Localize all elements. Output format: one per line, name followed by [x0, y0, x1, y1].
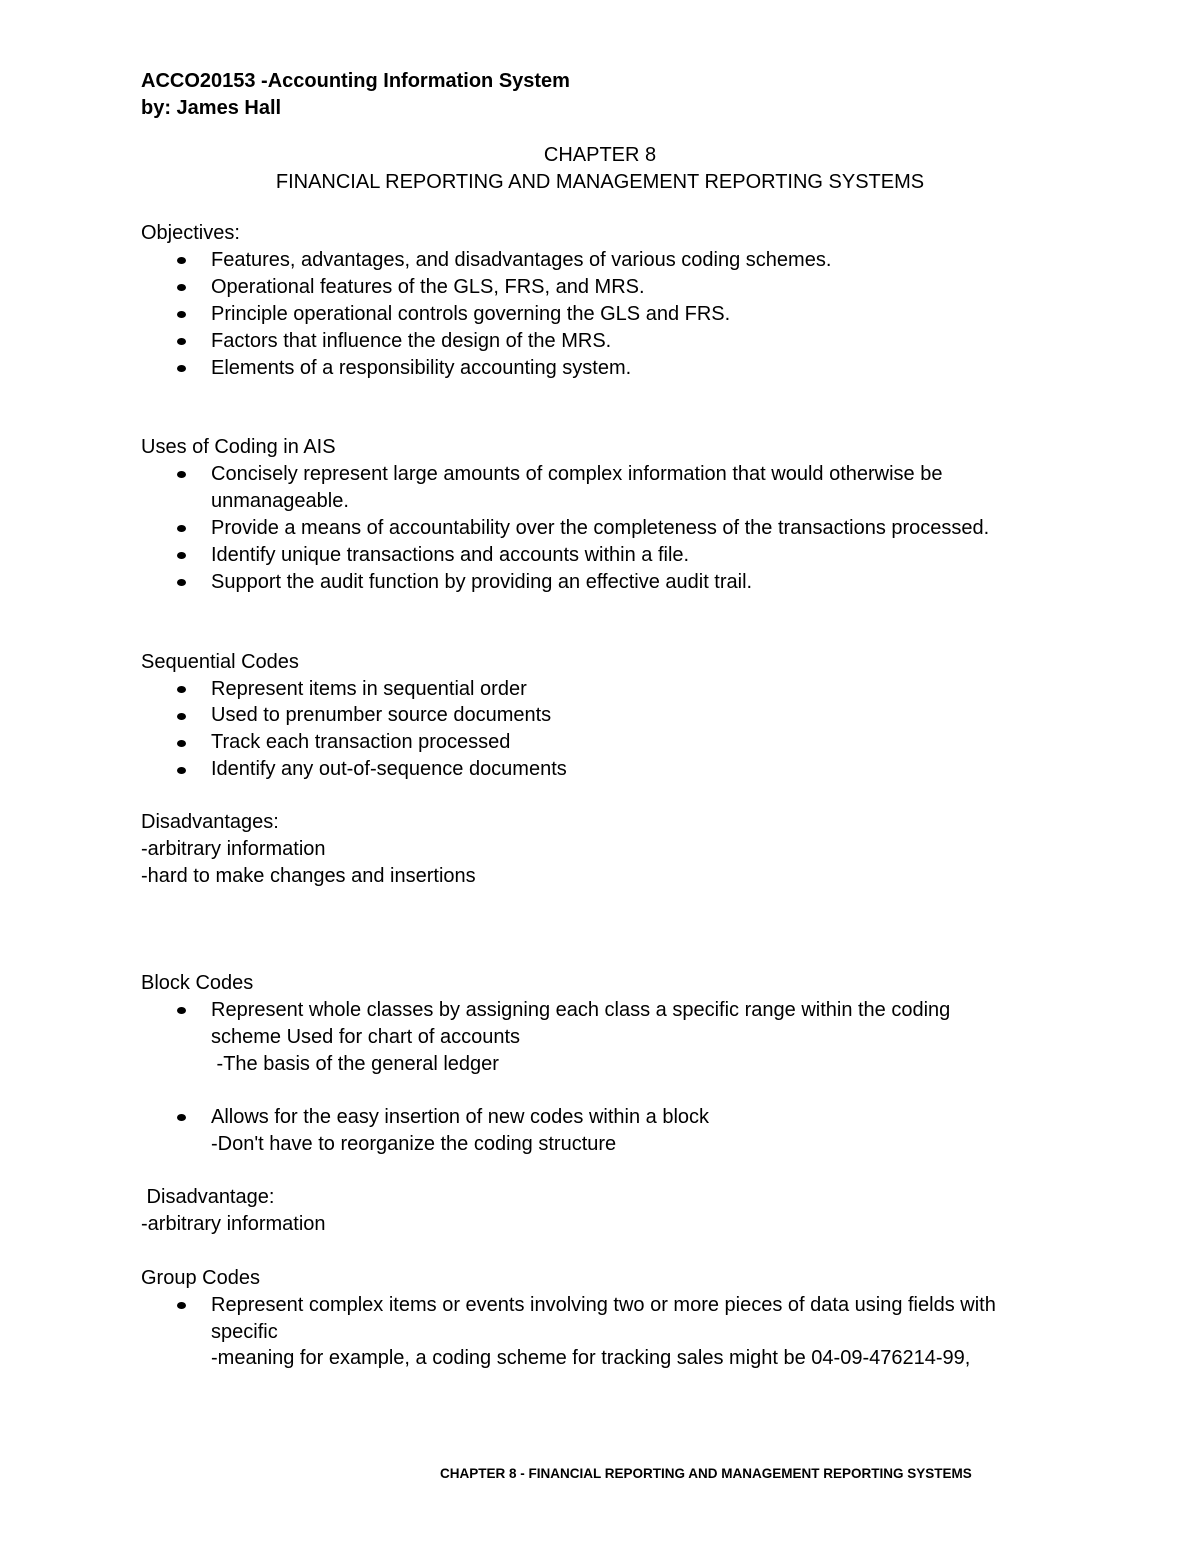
group-item-continued: specific: [211, 1321, 278, 1343]
bullet-icon: [177, 311, 186, 318]
bullet-icon: [177, 257, 186, 264]
bullet-icon: [177, 284, 186, 291]
course-title: ACCO20153 -Accounting Information System: [141, 70, 570, 92]
bullet-icon: [177, 1007, 186, 1014]
bullet-icon: [177, 525, 186, 532]
bullet-icon: [177, 579, 186, 586]
sequential-item: Identify any out-of-sequence documents: [211, 758, 567, 780]
page-footer: CHAPTER 8 - FINANCIAL REPORTING AND MANAGEMENT REPORTING SYSTEMS: [440, 1466, 972, 1481]
bullet-icon: [177, 1114, 186, 1121]
objective-item: Elements of a responsibility accounting system.: [211, 357, 632, 379]
block-item-note: -The basis of the general ledger: [211, 1053, 499, 1075]
block-disadvantage: -arbitrary information: [141, 1213, 326, 1235]
group-codes-heading: Group Codes: [141, 1267, 260, 1289]
uses-item-continued: unmanageable.: [211, 490, 349, 512]
uses-item: Identify unique transactions and accounts within a file.: [211, 544, 690, 566]
objective-item: Factors that influence the design of the MRS.: [211, 330, 612, 352]
bullet-icon: [177, 552, 186, 559]
sequential-item: Represent items in sequential order: [211, 678, 527, 700]
sequential-item: Used to prenumber source documents: [211, 704, 552, 726]
sequential-codes-heading: Sequential Codes: [141, 651, 299, 673]
uses-item: Support the audit function by providing an effective audit trail.: [211, 571, 753, 593]
sequential-disadvantage: -arbitrary information: [141, 838, 326, 860]
uses-of-coding-heading: Uses of Coding in AIS: [141, 436, 336, 458]
bullet-icon: [177, 471, 186, 478]
sequential-disadvantages-heading: Disadvantages:: [141, 811, 279, 833]
chapter-subtitle: FINANCIAL REPORTING AND MANAGEMENT REPORTING SYSTEMS: [275, 171, 925, 193]
group-item-note: -meaning for example, a coding scheme for tracking sales might be 04-09-476214-99,: [211, 1347, 971, 1369]
bullet-icon: [177, 686, 186, 693]
objectives-heading: Objectives:: [141, 222, 240, 244]
block-item-continued: scheme Used for chart of accounts: [211, 1026, 521, 1048]
author-line: by: James Hall: [141, 97, 282, 119]
block-item-note: -Don't have to reorganize the coding structure: [211, 1133, 617, 1155]
bullet-icon: [177, 365, 186, 372]
block-item: Represent whole classes by assigning each class a specific range within the coding: [211, 999, 951, 1021]
block-disadvantage-heading: Disadvantage:: [141, 1186, 275, 1208]
objective-item: Principle operational controls governing the GLS and FRS.: [211, 303, 731, 325]
sequential-disadvantage: -hard to make changes and insertions: [141, 865, 476, 887]
chapter-heading: CHAPTER 8: [543, 144, 657, 166]
uses-item: Provide a means of accountability over the completeness of the transactions processed.: [211, 517, 990, 539]
bullet-icon: [177, 1302, 186, 1309]
objective-item: Operational features of the GLS, FRS, and MRS.: [211, 276, 645, 298]
uses-item: Concisely represent large amounts of complex information that would otherwise be: [211, 463, 943, 485]
block-codes-heading: Block Codes: [141, 972, 254, 994]
objective-item: Features, advantages, and disadvantages of various coding schemes.: [211, 249, 832, 271]
bullet-icon: [177, 767, 186, 774]
bullet-icon: [177, 338, 186, 345]
block-item: Allows for the easy insertion of new codes within a block: [211, 1106, 710, 1128]
group-item: Represent complex items or events involving two or more pieces of data using fields with: [211, 1294, 996, 1316]
sequential-item: Track each transaction processed: [211, 731, 511, 753]
bullet-icon: [177, 740, 186, 747]
bullet-icon: [177, 713, 186, 720]
